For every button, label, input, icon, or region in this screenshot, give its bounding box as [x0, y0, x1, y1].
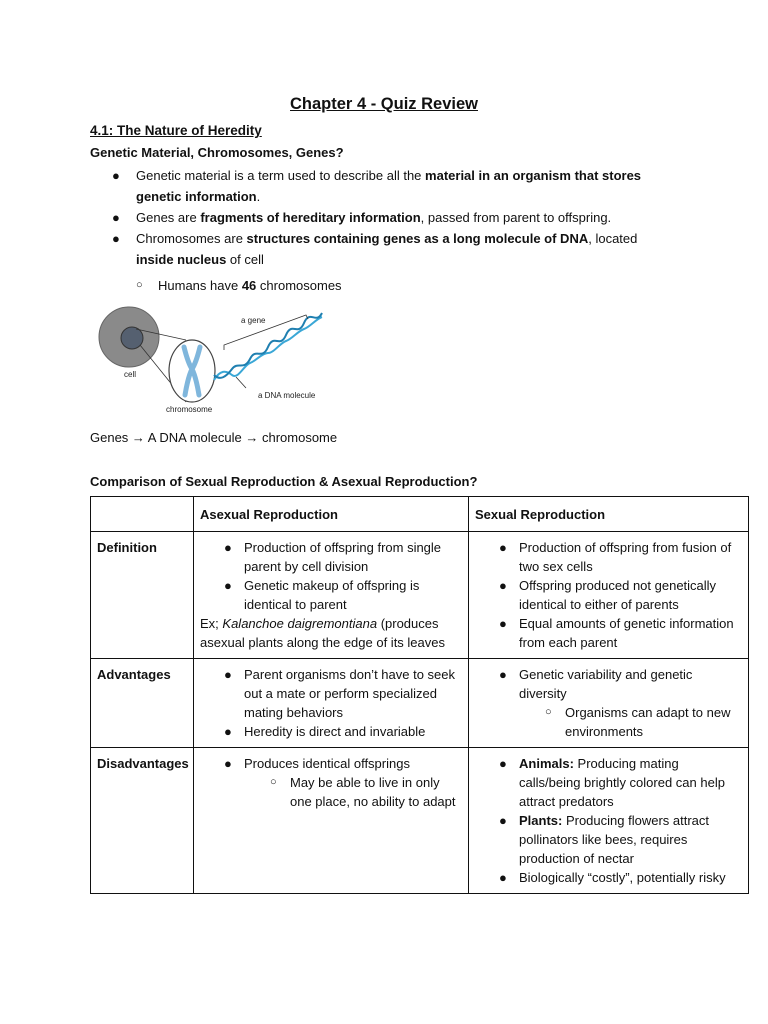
row-label: Advantages	[91, 659, 194, 748]
bullet-icon: ●	[499, 616, 507, 631]
header-cell: Asexual Reproduction	[194, 497, 469, 532]
table-header-row	[91, 497, 749, 532]
bullet-icon: ●	[224, 667, 232, 682]
dna-label: a DNA molecule	[258, 391, 316, 400]
list-item: ● Parent organisms don’t have to seek out a mate or perform specialized mating behaviors	[224, 667, 456, 720]
gene-bracket	[224, 315, 308, 350]
circle-bullet-icon: ○	[545, 706, 552, 718]
example-text: Ex; Kalanchoe daigremontiana (produces asexual plants along the edge of its leaves	[200, 616, 446, 650]
header-cell	[91, 497, 194, 532]
sub-list-item: ○ Humans have 46 chromosomes	[158, 275, 342, 296]
bullet-icon: ●	[224, 724, 232, 739]
list-item: ● Plants: Producing flowers attract pollinators like bees, requires production of nectar	[499, 813, 710, 866]
table-row	[91, 532, 749, 659]
list-item: ● Production of offspring from single parent by cell division	[224, 540, 442, 574]
bullet-icon: ●	[112, 168, 120, 183]
page-title: Chapter 4 - Quiz Review	[290, 95, 478, 113]
list-item: ● Genetic variability and genetic diversity	[499, 667, 693, 701]
bullet-icon: ●	[224, 756, 232, 771]
list-item: ● Equal amounts of genetic information from each parent	[499, 616, 734, 650]
bullet-icon: ●	[499, 756, 507, 771]
gene-chain-text: Genes → A DNA molecule → chromosome	[90, 430, 338, 445]
list-item: ● Genetic material is a term used to describe all the material in an organism that stores genetic information.	[90, 165, 690, 207]
cell-label: cell	[124, 370, 137, 379]
table-cell	[469, 748, 749, 894]
list-item: ● Heredity is direct and invariable	[224, 724, 426, 739]
header-cell: Sexual Reproduction	[469, 497, 749, 532]
section-heading: 4.1: The Nature of Heredity	[90, 123, 262, 138]
sub-list-item: ○ Organisms can adapt to new environments	[545, 705, 731, 739]
table-row	[91, 748, 749, 894]
genetic-material-list	[90, 165, 690, 270]
bullet-icon: ●	[224, 540, 232, 555]
bullet-icon: ●	[112, 231, 120, 246]
gene-label: a gene	[241, 316, 266, 325]
bullet-icon: ●	[499, 667, 507, 682]
list-item: ● Genes are fragments of hereditary information, passed from parent to offspring.	[90, 207, 690, 228]
circle-bullet-icon: ○	[136, 279, 143, 291]
table-cell	[194, 659, 469, 748]
bullet-icon: ●	[499, 540, 507, 555]
bullet-icon: ●	[112, 210, 120, 225]
bullet-icon: ●	[224, 578, 232, 593]
list-item: ● Production of offspring from fusion of two sex cells	[499, 540, 732, 574]
table-cell	[194, 748, 469, 894]
table-row	[91, 659, 749, 748]
sub-list-item: ○ May be able to live in only one place, no ability to adapt	[270, 775, 456, 809]
list-item: ● Genetic makeup of offspring is identical to parent	[224, 578, 420, 612]
list-item: ● Chromosomes are structures containing genes as a long molecule of DNA, located inside nucleus of cell	[90, 228, 690, 270]
comparison-heading: Comparison of Sexual Reproduction & Asexual Reproduction?	[90, 474, 478, 489]
bullet-icon: ●	[499, 578, 507, 593]
nucleus-shape	[121, 327, 143, 349]
table-cell	[469, 659, 749, 748]
chromosome-label: chromosome	[166, 405, 213, 414]
cell-chromosome-dna-diagram	[96, 305, 341, 417]
bullet-icon: ●	[499, 813, 507, 828]
row-label: Disadvantages	[91, 748, 194, 894]
subheading: Genetic Material, Chromosomes, Genes?	[90, 145, 344, 160]
list-item: ● Animals: Producing mating calls/being brightly colored can help attract predators	[499, 756, 725, 809]
dna-strand-b	[214, 313, 322, 378]
bullet-icon: ●	[499, 870, 507, 885]
circle-bullet-icon: ○	[270, 776, 277, 788]
row-label: Definition	[91, 532, 194, 659]
list-item: ● Offspring produced not genetically identical to either of parents	[499, 578, 717, 612]
list-item: ● Biologically “costly”, potentially risky	[499, 870, 726, 885]
table-cell	[469, 532, 749, 659]
comparison-table	[90, 496, 749, 894]
list-item: ● Produces identical offsprings	[224, 756, 410, 771]
table-cell	[194, 532, 469, 659]
